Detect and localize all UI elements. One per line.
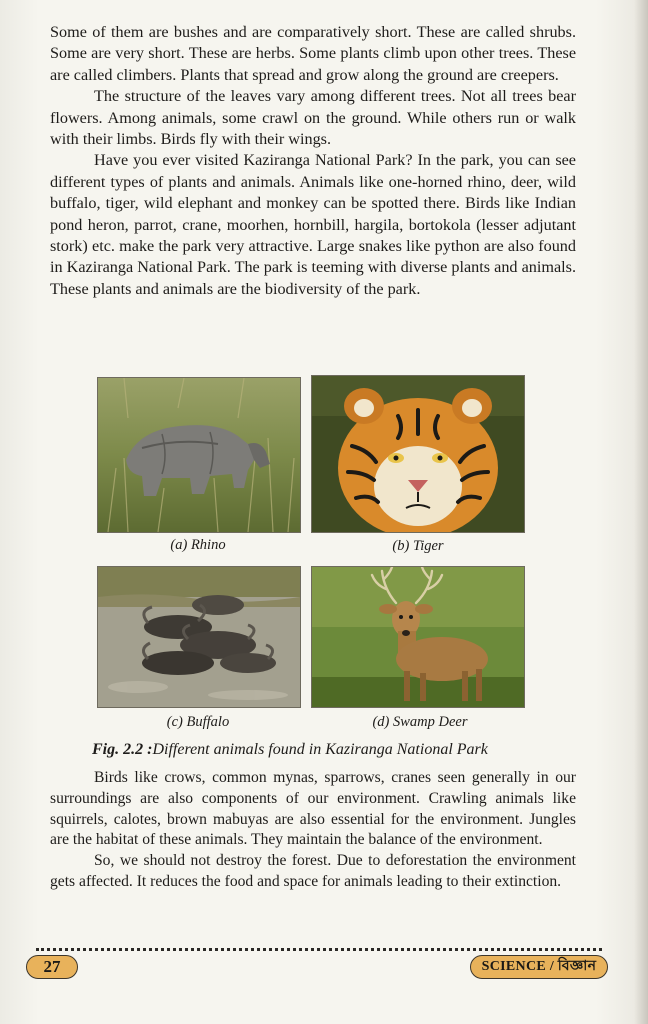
page-number: 27 [26, 955, 78, 979]
body-text-top [50, 22, 576, 300]
rhino-photo [97, 377, 301, 533]
buffalo-photo [97, 566, 301, 708]
figure-caption-text: Different animals found in Kaziranga National Park [152, 741, 488, 758]
caption-tiger: (b) Tiger [392, 538, 444, 554]
page-edge-shadow [634, 0, 648, 1024]
tiger-photo [311, 375, 525, 533]
paragraph: Birds like crows, common mynas, sparrows, cranes seen generally in our surroundings are also components of our environment. Crawling animals like squirrels, calotes, brown mabuyas are also essential for the environment. Jungles are the habitat of these animals. They maintain the balance of the environment. [50, 769, 576, 849]
paragraph: Some of them are bushes and are comparatively short. These are called shrubs. Some are very short. These are herbs. Some plants climb upon other trees. These are called climbers. Plants that spread and grow along the ground are creepers. [50, 23, 576, 84]
figure-caption [92, 741, 592, 759]
paragraph: The structure of the leaves vary among different trees. Not all trees bear flowers. Among animals, some crawl on the ground. While others run or walk with their limbs. Birds fly with their wings. [50, 87, 576, 149]
footer-divider [36, 948, 602, 951]
body-text-bottom [50, 768, 576, 893]
caption-deer: (d) Swamp Deer [372, 714, 468, 730]
caption-buffalo: (c) Buffalo [166, 714, 230, 730]
caption-rhino: (a) Rhino [170, 537, 226, 553]
deer-photo [311, 566, 525, 708]
figure-number: Fig. 2.2 : [92, 741, 153, 758]
paragraph: Have you ever visited Kaziranga National Park? In the park, you can see different types of plants and animals. Animals like one-horned rhino, deer, wild buffalo, tiger, wild elephant and monkey can be spotted there. Birds like Indian pond heron, parrot, crane, moorhen, hornbill, hargila, bortokola (lesser adjutant stork) etc. make the park very attractive. Large snakes like python are also found in Kaziranga National Park. The park is teeming with diverse plants and animals. These plants and animals are the biodiversity of the park. [50, 151, 576, 298]
subject-badge: SCIENCE / বিজ্ঞান [470, 955, 608, 979]
paragraph: So, we should not destroy the forest. Due to deforestation the environment gets affected. It reduces the food and space for animals leading to their extinction. [50, 852, 576, 890]
